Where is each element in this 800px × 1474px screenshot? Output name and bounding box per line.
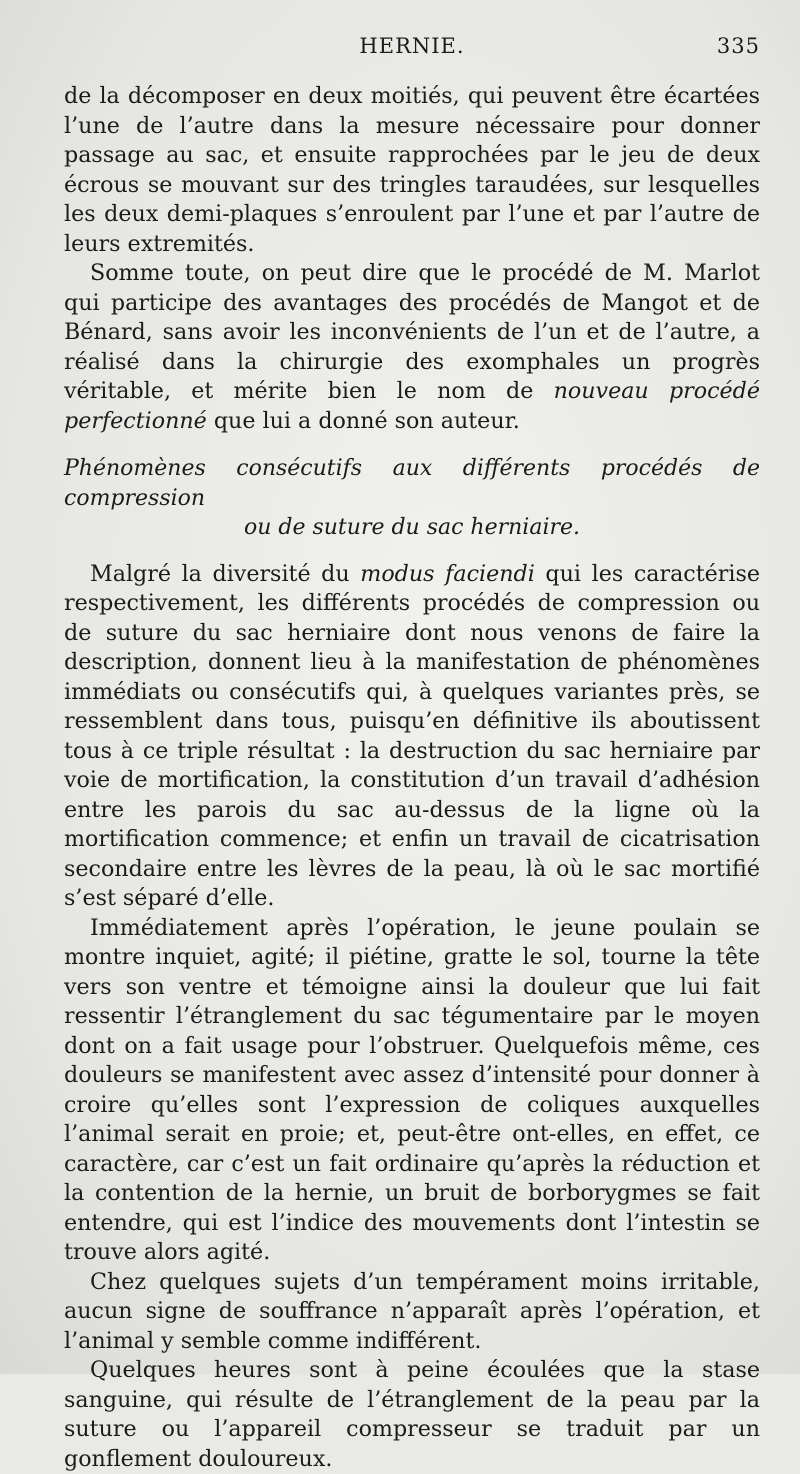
paragraph-text: qui les caractérise respectivement, les différents procédés de compression ou de suture du sac herniaire dont nous venons de faire la description, donnent lieu à la manifestation de phénomènes immédiats ou consécutifs qui, à quelques variantes près, se ressemblent dans tous, puisqu’en définitive ils aboutissent tous à ce triple résultat : la destruction du sac herniaire par voie de mortification, la constitution d’un travail d’adhésion entre les parois du sac au-dessus de la ligne où la mortification commence; et enfin un travail de cicatrisation secondaire entre les lèvres de la peau, là où le sac mortifié s’est séparé d’elle. [64,560,761,911]
section-heading-line-1: Phénomènes consécutifs aux différents procédés de compression [64,456,760,511]
paragraph-4 [64,914,760,1268]
page-body [64,82,760,1474]
paragraph-5 [64,1268,760,1357]
page-number: 335 [716,34,760,58]
section-heading-line-2: ou de suture du sac herniaire. [243,515,581,540]
paragraph-text: Somme toute, on peut dire que le procédé de M. Marlot qui participe des avantages des procédés de Mangot et de Bénard, sans avoir les inconvénients de l’un et de l’autre, a réalisé dans la chirurgie des exomphales un progrès véritable, et mérite bien le nom de [64,260,760,404]
paragraph-3 [64,560,760,914]
paragraph-1 [64,82,760,259]
paragraph-text: Quelques heures sont à peine écoulées que la stase sanguine, qui résulte de l’étranglement de la peau par la suture ou l’appareil compresseur se traduit par un gonflement douloureux. [64,1357,760,1472]
section-heading [64,454,760,543]
paragraph-text: Immédiatement après l’opération, le jeune poulain se montre inquiet, agité; il piétine, gratte le sol, tourne la tête vers son ventre et témoigne ainsi la douleur que lui fait ressentir l’étranglement du sac tégumentaire par le moyen dont on a fait usage pour l’obstruer. Quelquefois même, ces douleurs se manifestent avec assez d’intensité pour donner à croire qu’elles sont l’expression de coliques auxquelles l’animal serait en proie; et, peut-être ont-elles, en effet, ce caractère, car c’est un fait ordinaire qu’après la réduction et la contention de la hernie, un bruit de borborygmes se fait entendre, qui est l’indice des mouvements dont l’intestin se trouve alors agité. [64,914,760,1265]
paragraph-text: Malgré la diversité du [90,560,361,587]
page-header [64,34,760,70]
paragraph-text: de la décomposer en deux moitiés, qui peuvent être écartées l’une de l’autre dans la mesure nécessaire pour donner passage au sac, et ensuite rapprochées par le jeu de deux écrous se mouvant sur des tringles taraudées, sur lesquelles les deux demi-plaques s’enroulent par l’une et par l’autre de leurs extremités. [64,83,760,257]
paragraph-2 [64,259,760,436]
paragraph-text: Chez quelques sujets d’un tempérament moins irritable, aucun signe de souffrance n’apparaît après l’opération, et l’animal y semble comme indifférent. [64,1268,760,1354]
italic-phrase: nouveau procédé perfectionné [64,378,761,434]
italic-phrase: modus faciendi [360,560,535,587]
paragraph-text: que lui a donné son auteur. [206,407,520,434]
running-head: HERNIE. [359,34,465,58]
